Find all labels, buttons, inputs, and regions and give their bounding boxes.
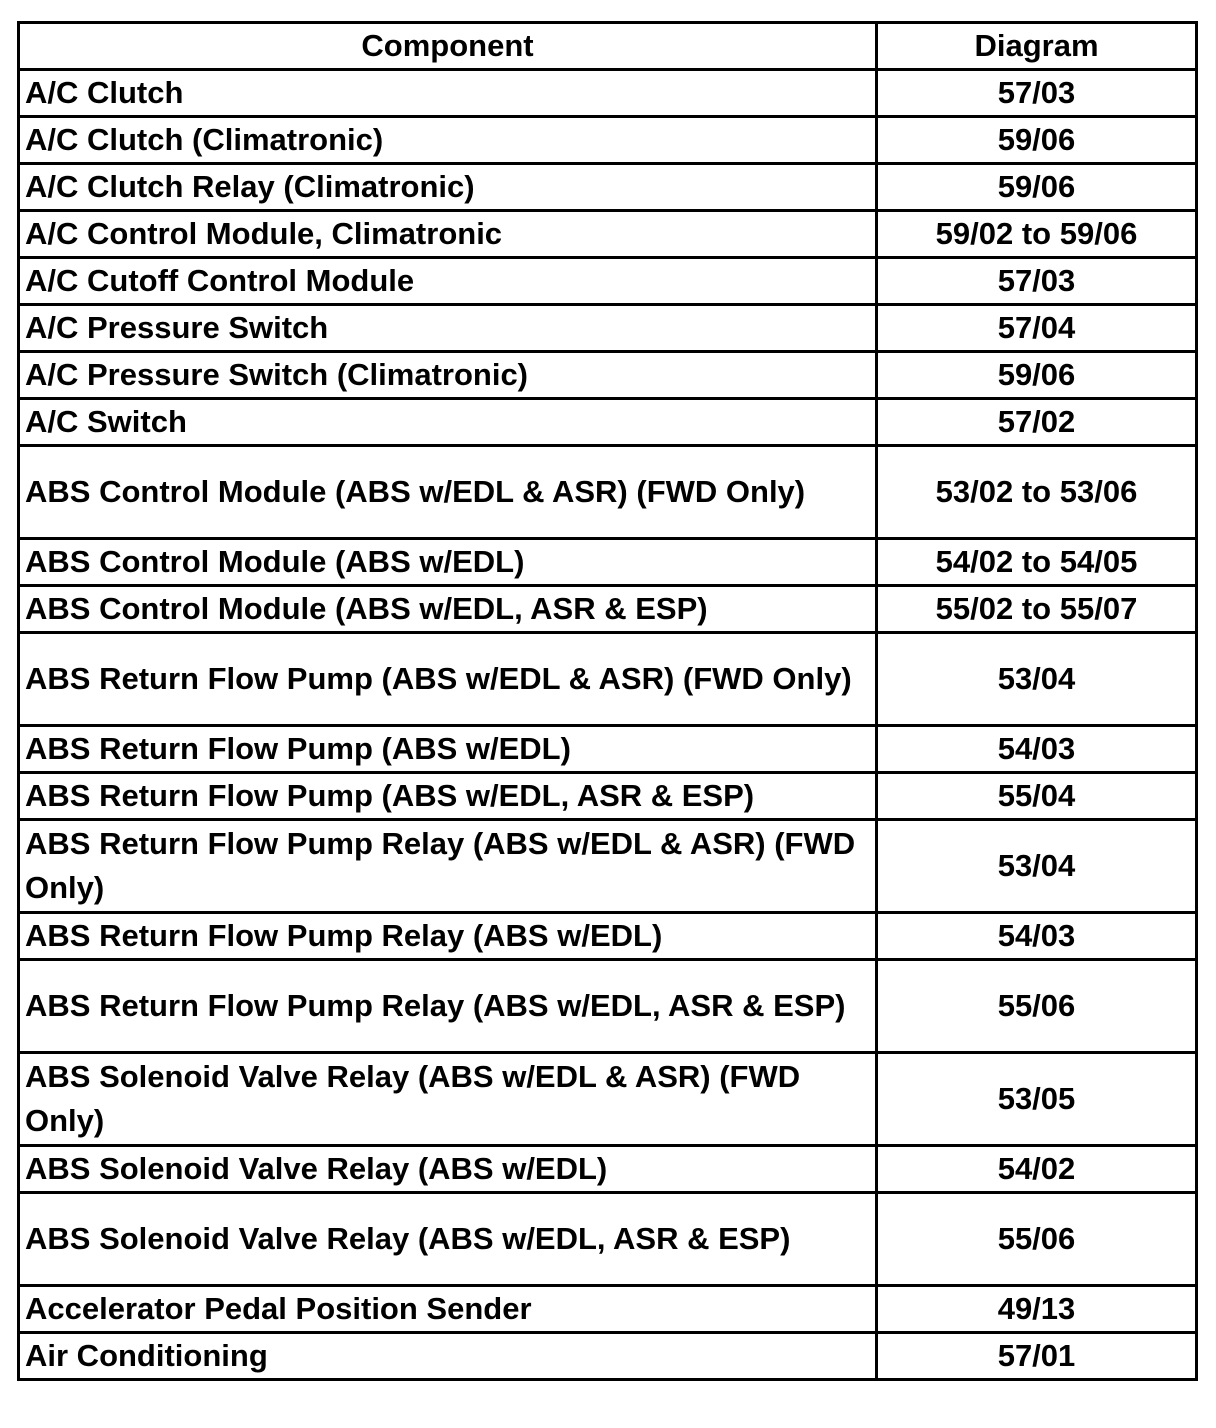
diagram-cell: 57/03 xyxy=(877,258,1197,305)
component-cell: Accelerator Pedal Position Sender xyxy=(19,1286,877,1333)
table-row xyxy=(19,164,1197,211)
diagram-cell: 59/06 xyxy=(877,117,1197,164)
component-cell: ABS Solenoid Valve Relay (ABS w/EDL) xyxy=(19,1146,877,1193)
table-row xyxy=(19,211,1197,258)
diagram-cell: 55/06 xyxy=(877,1193,1197,1286)
table-row xyxy=(19,633,1197,726)
component-cell: A/C Control Module, Climatronic xyxy=(19,211,877,258)
component-cell: ABS Solenoid Valve Relay (ABS w/EDL, ASR & ESP) xyxy=(19,1193,877,1286)
component-diagram-table xyxy=(17,21,1198,1381)
table-row xyxy=(19,1286,1197,1333)
table-row xyxy=(19,586,1197,633)
table-row xyxy=(19,960,1197,1053)
diagram-cell: 53/04 xyxy=(877,633,1197,726)
component-cell: ABS Solenoid Valve Relay (ABS w/EDL & ASR) (FWD Only) xyxy=(19,1053,877,1146)
table-row xyxy=(19,539,1197,586)
table-row xyxy=(19,726,1197,773)
table-row xyxy=(19,305,1197,352)
component-cell: ABS Control Module (ABS w/EDL) xyxy=(19,539,877,586)
diagram-cell: 57/01 xyxy=(877,1333,1197,1380)
diagram-cell: 57/03 xyxy=(877,70,1197,117)
diagram-cell: 54/03 xyxy=(877,913,1197,960)
diagram-cell: 53/04 xyxy=(877,820,1197,913)
diagram-cell: 53/05 xyxy=(877,1053,1197,1146)
component-cell: ABS Return Flow Pump Relay (ABS w/EDL, ASR & ESP) xyxy=(19,960,877,1053)
component-cell: A/C Clutch (Climatronic) xyxy=(19,117,877,164)
component-cell: A/C Clutch Relay (Climatronic) xyxy=(19,164,877,211)
component-cell: Air Conditioning xyxy=(19,1333,877,1380)
component-cell: A/C Pressure Switch (Climatronic) xyxy=(19,352,877,399)
column-header-component: Component xyxy=(19,23,877,70)
component-cell: ABS Return Flow Pump (ABS w/EDL, ASR & ESP) xyxy=(19,773,877,820)
table-row xyxy=(19,446,1197,539)
component-cell: A/C Switch xyxy=(19,399,877,446)
table-row xyxy=(19,117,1197,164)
component-cell: ABS Control Module (ABS w/EDL, ASR & ESP) xyxy=(19,586,877,633)
component-cell: ABS Return Flow Pump (ABS w/EDL & ASR) (FWD Only) xyxy=(19,633,877,726)
table-row xyxy=(19,1333,1197,1380)
diagram-cell: 49/13 xyxy=(877,1286,1197,1333)
column-header-diagram: Diagram xyxy=(877,23,1197,70)
table-row xyxy=(19,70,1197,117)
component-cell: A/C Cutoff Control Module xyxy=(19,258,877,305)
diagram-cell: 54/02 to 54/05 xyxy=(877,539,1197,586)
table-header-row xyxy=(19,23,1197,70)
table-row xyxy=(19,820,1197,913)
table-row xyxy=(19,913,1197,960)
table-row xyxy=(19,1053,1197,1146)
diagram-cell: 54/02 xyxy=(877,1146,1197,1193)
component-cell: A/C Pressure Switch xyxy=(19,305,877,352)
component-cell: A/C Clutch xyxy=(19,70,877,117)
diagram-cell: 53/02 to 53/06 xyxy=(877,446,1197,539)
diagram-cell: 59/02 to 59/06 xyxy=(877,211,1197,258)
component-cell: ABS Control Module (ABS w/EDL & ASR) (FWD Only) xyxy=(19,446,877,539)
table-row xyxy=(19,352,1197,399)
table-row xyxy=(19,399,1197,446)
table-row xyxy=(19,1146,1197,1193)
diagram-cell: 55/06 xyxy=(877,960,1197,1053)
table-row xyxy=(19,773,1197,820)
diagram-cell: 59/06 xyxy=(877,352,1197,399)
component-cell: ABS Return Flow Pump Relay (ABS w/EDL & ASR) (FWD Only) xyxy=(19,820,877,913)
diagram-cell: 59/06 xyxy=(877,164,1197,211)
diagram-cell: 57/04 xyxy=(877,305,1197,352)
component-cell: ABS Return Flow Pump (ABS w/EDL) xyxy=(19,726,877,773)
diagram-cell: 55/02 to 55/07 xyxy=(877,586,1197,633)
diagram-cell: 55/04 xyxy=(877,773,1197,820)
diagram-cell: 54/03 xyxy=(877,726,1197,773)
table-row xyxy=(19,1193,1197,1286)
component-cell: ABS Return Flow Pump Relay (ABS w/EDL) xyxy=(19,913,877,960)
diagram-cell: 57/02 xyxy=(877,399,1197,446)
table-row xyxy=(19,258,1197,305)
